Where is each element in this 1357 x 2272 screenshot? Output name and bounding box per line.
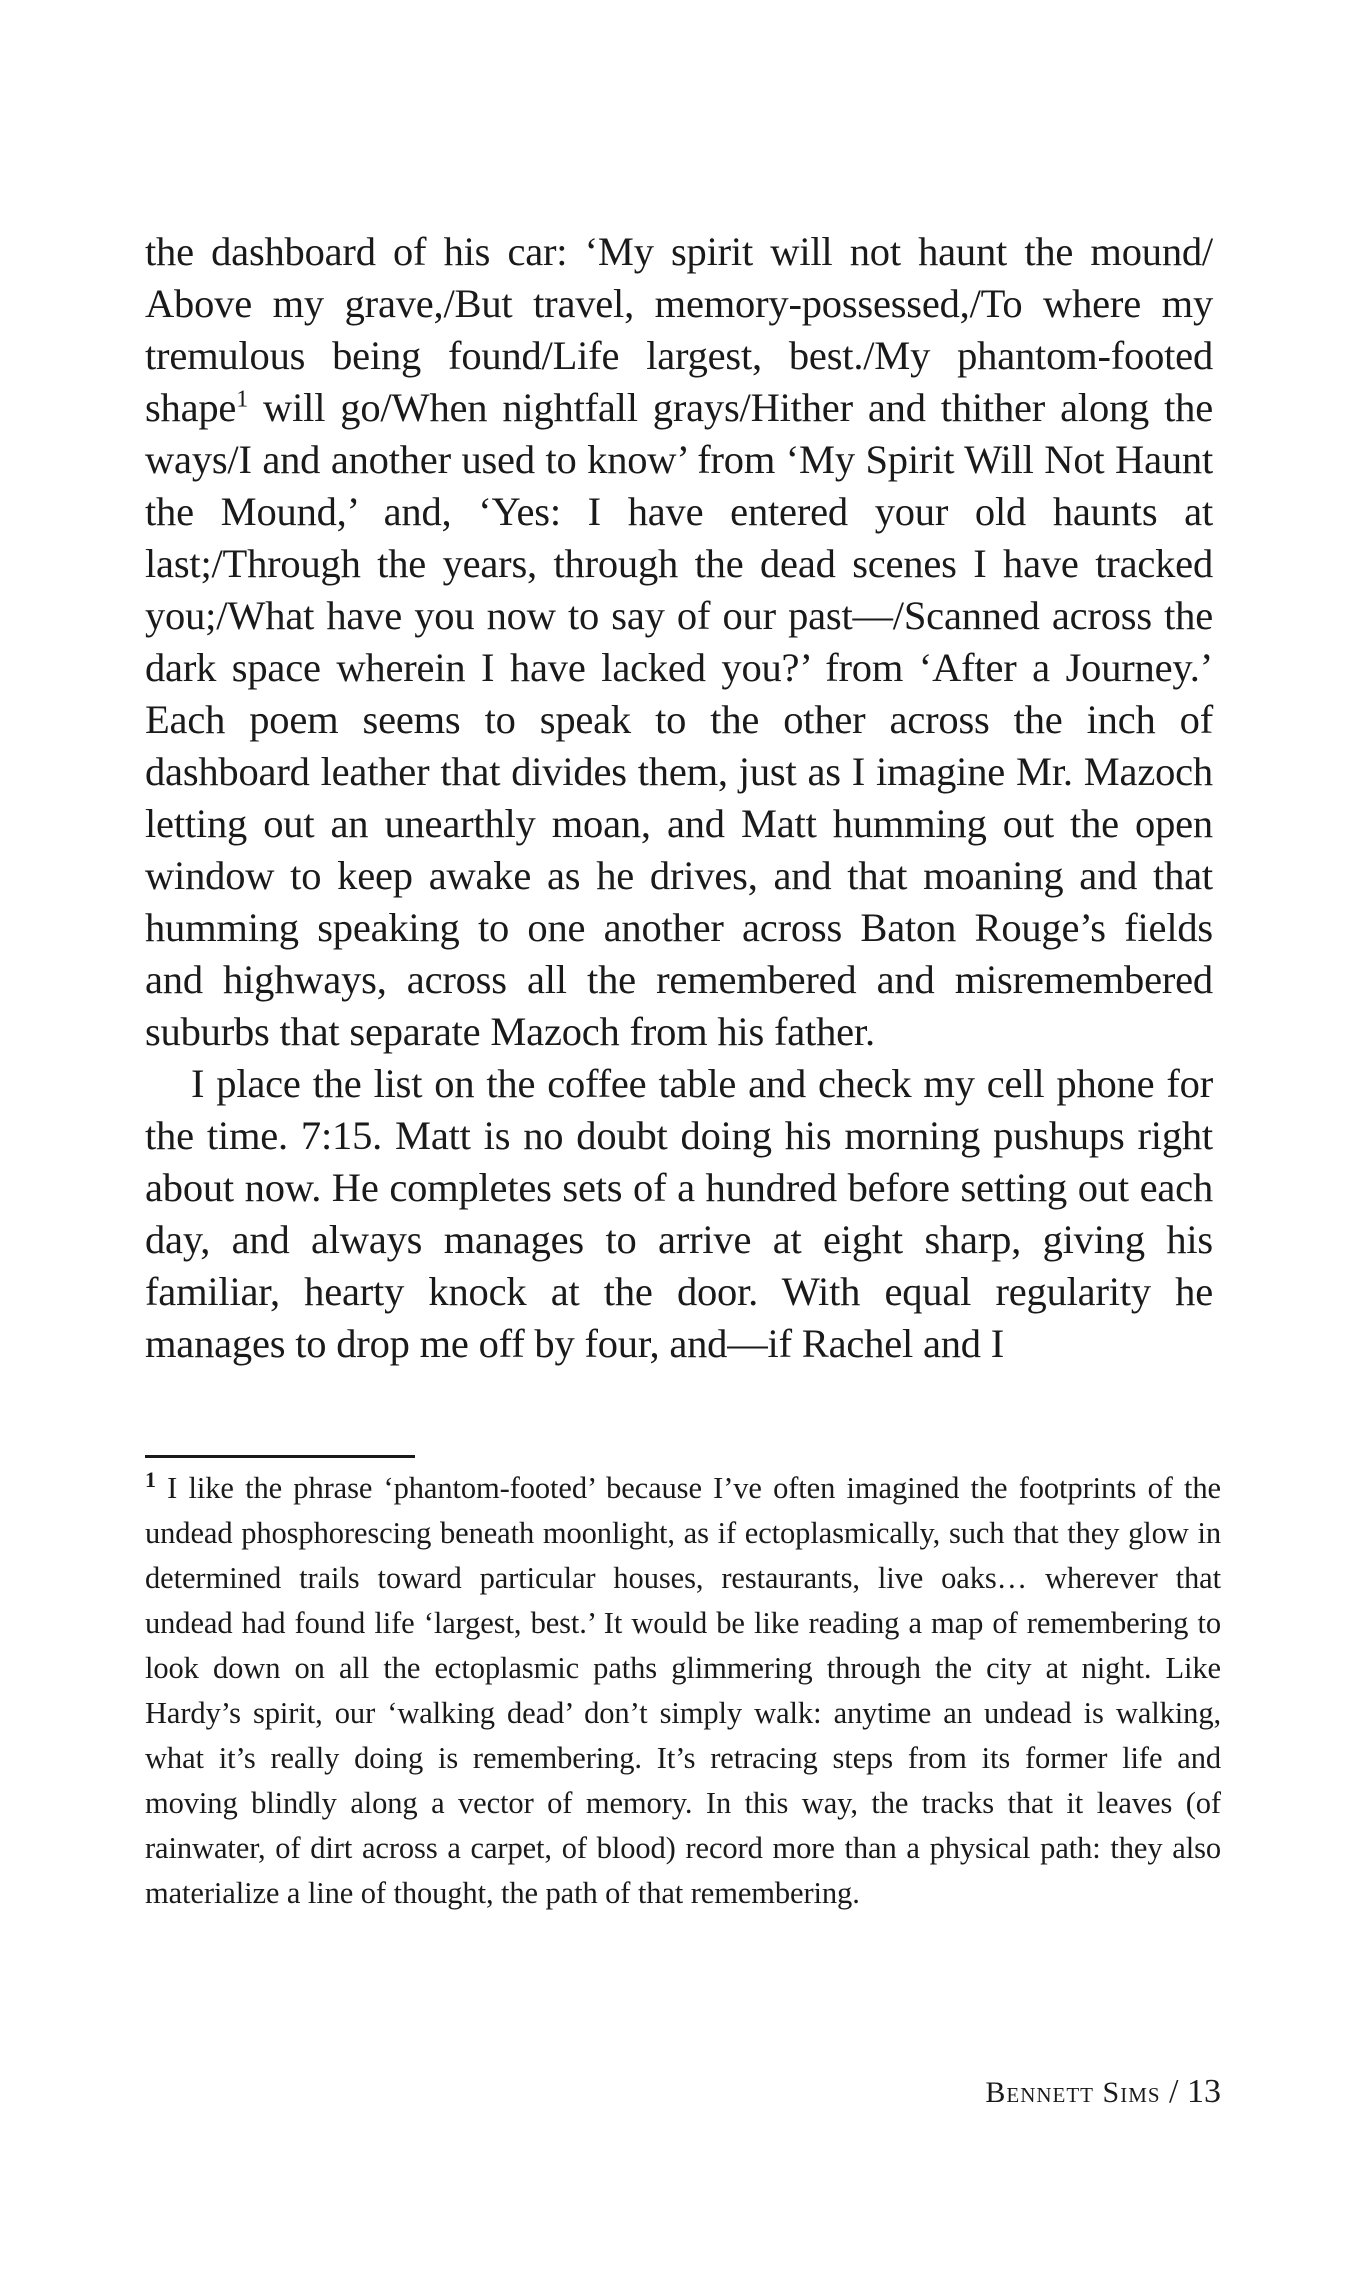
footnote-marker: 1 [145,1466,156,1492]
footnote-text: I like the phrase ‘phantom-footed’ because I’ve often imagined the footprints of the undead phosphorescing beneath moonlight, as if ectoplasmically, such that they glow in determined trails toward particular houses, restaurants, live oaks… wherever that undead had found life ‘largest, best.’ It would be like reading a map of remembering to look down on all the ectoplasmic paths glimmering through the city at night. Like Hardy’s spirit, our ‘walking dead’ don’t simply walk: anytime an undead is walking, what it’s really doing is remembering. It’s retracing steps from its former life and moving blindly along a vector of memory. In this way, the tracks that it leaves (of rainwater, of dirt across a carpet, of blood) record more than a physical path: they also materialize a line of thought, the path of that remembering. [145,1471,1221,1910]
main-text [145,226,1213,1370]
paragraph-1 [145,226,1213,1058]
running-footer [985,2068,1221,2117]
paragraph-2: I place the list on the coffee table and check my cell phone for the time. 7:15. Matt is no doubt doing his morning pushups right about now. He completes sets of a hundred before setting out each day, and always manages to arrive at eight sharp, giving his familiar, hearty knock at the door. With equal regularity he manages to drop me off by four, and—if Rachel and I [145,1061,1213,1366]
page-number: 13 [1187,2073,1221,2110]
footnote-divider [145,1455,415,1458]
paragraph-1-part-2: will go/When nightfall grays/Hither and thither along the ways/I and another used to know’ from ‘My Spirit Will Not Haunt the Mound,’ and, ‘Yes: I have entered your old haunts at last;/Through the years, through the dead scenes I have tracked you;/What have you now to say of our past—/Scanned across the dark space wherein I have lacked you?’ from ‘After a Journey.’ Each poem seems to speak to the other across the inch of dashboard leather that divides them, just as I imagine Mr. Mazoch letting out an unearthly moan, and Matt humming out the open window to keep awake as he drives, and that moaning and that humming speaking to one another across Baton Rouge’s fields and highways, across all the remembered and misremembered suburbs that separate Mazoch from his father. [145,385,1213,1054]
paragraph-1-part-1: the dashboard of his car: ‘My spirit will not haunt the mound/ Above my grave,/But travel, memory-possessed,/To where my tremulous being found/Life largest, best./My phantom-footed shape [145,229,1213,430]
footnote [145,1466,1221,1916]
footnote-reference: 1 [236,386,249,413]
author-name: Bennett Sims [985,2076,1161,2109]
footer-separator: / [1160,2073,1187,2110]
